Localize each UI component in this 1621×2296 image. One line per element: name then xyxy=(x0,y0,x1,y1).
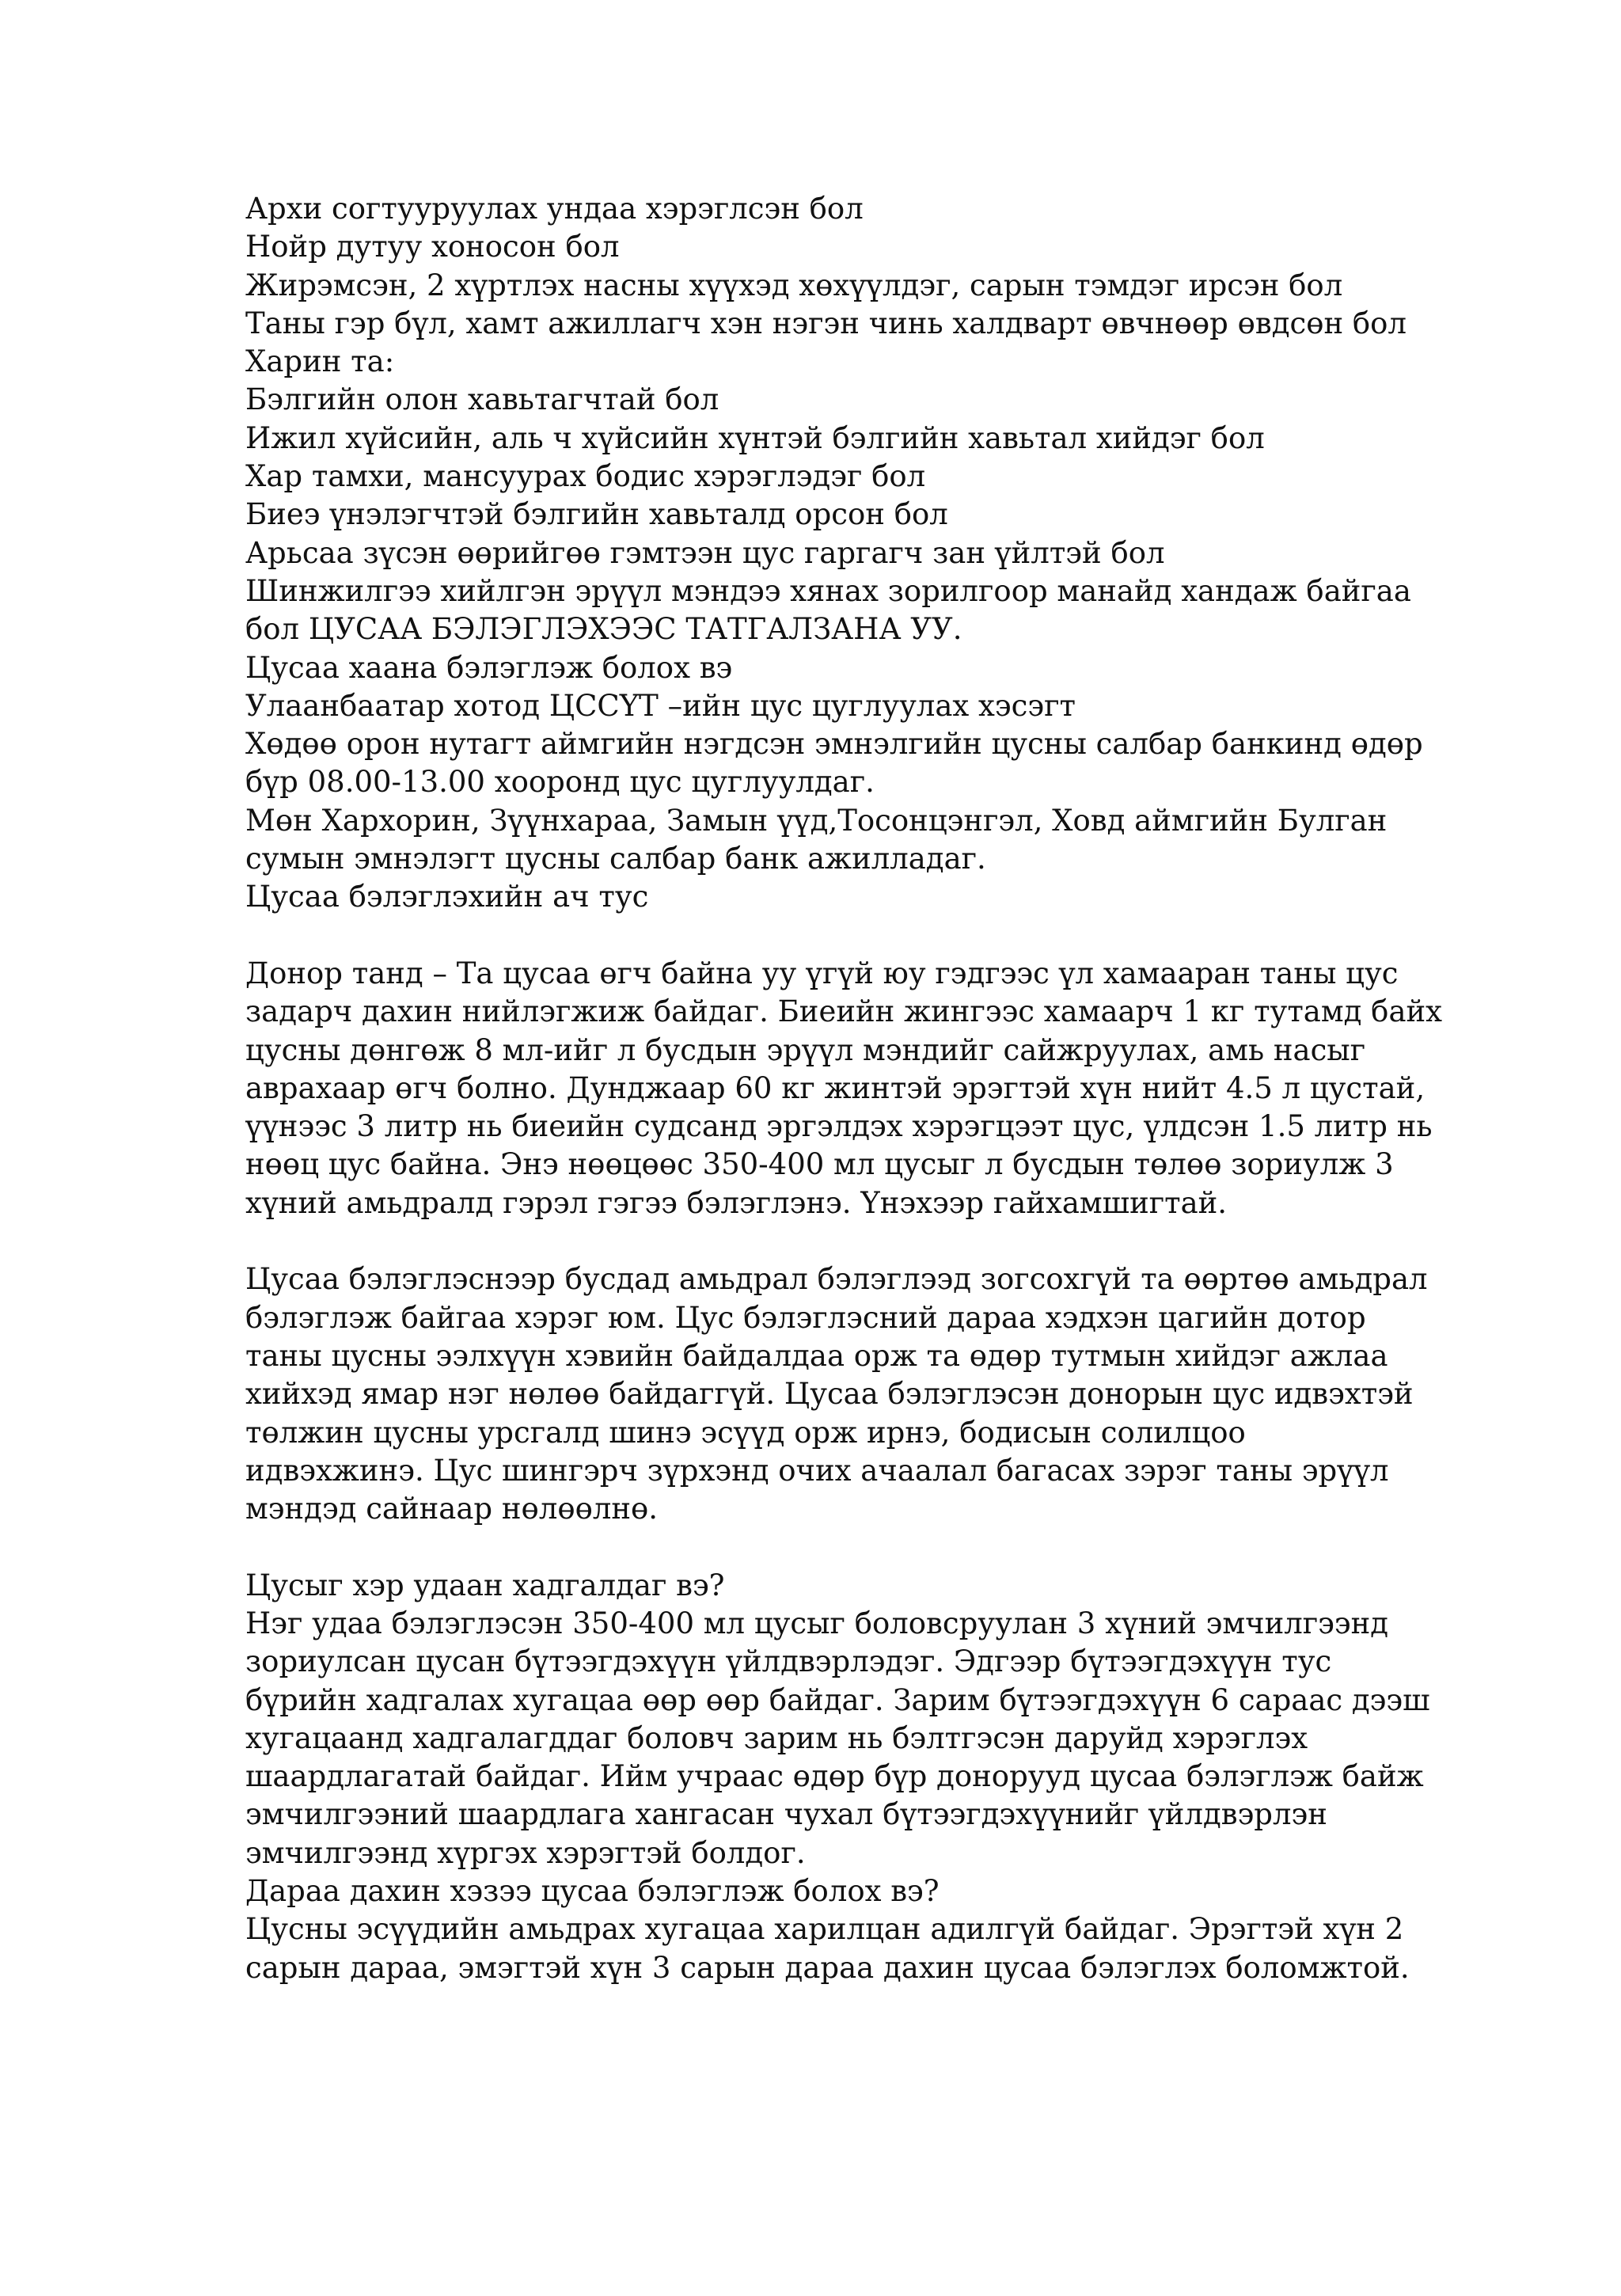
text-line: Цусаа хаана бэлэглэж болох вэ xyxy=(245,650,733,685)
text-line: зориулсан цусан бүтээгдэхүүн үйлдвэрлэдэг. Эдгээр бүтээгдэхүүн тус xyxy=(245,1644,1332,1679)
text-line: Архи согтууруулах ундаа хэрэглсэн бол xyxy=(245,192,864,226)
text-line: төлжин цусны урсгалд шинэ эсүүд орж ирнэ, бодисын солилцоо xyxy=(245,1415,1246,1450)
text-line: Арьсаа зүсэн өөрийгөө гэмтээн цус гаргагч зан үйлтэй бол xyxy=(245,535,1165,570)
text-line: нөөц цус байна. Энэ нөөцөөс 350-400 мл цусыг л бусдын төлөө зориулж 3 xyxy=(245,1147,1394,1182)
text-line: Цусны эсүүдийн амьдрах хугацаа харилцан адилгүй байдаг. Эрэгтэй хүн 2 xyxy=(245,1912,1404,1947)
document-page xyxy=(245,190,1443,1987)
text-line: Биеэ үнэлэгчтэй бэлгийн хавьталд орсон бол xyxy=(245,497,948,532)
text-line: Цусыг хэр удаан хадгалдаг вэ? xyxy=(245,1568,725,1602)
text-line: Мөн Хархорин, Зүүнхараа, Замын үүд,Тосонцэнгэл, Ховд аймгийн Булган xyxy=(245,803,1388,838)
text-line: Харин та: xyxy=(245,344,395,379)
text-line: Ижил хүйсийн, аль ч хүйсийн хүнтэй бэлгийн хавьтал хийдэг бол xyxy=(245,420,1265,455)
text-line: хугацаанд хадгалагддаг боловч зарим нь бэлтгэсэн даруйд хэрэглэх xyxy=(245,1720,1308,1755)
text-line: Бэлгийн олон хавьтагчтай бол xyxy=(245,382,719,417)
text-line: таны цусны ээлхүүн хэвийн байдалдаа орж та өдөр тутмын хийдэг ажлаа xyxy=(245,1338,1388,1373)
text-line: цусны дөнгөж 8 мл-ийг л бусдын эрүүл мэндийг сайжруулах, амь насыг xyxy=(245,1032,1366,1067)
blank-line xyxy=(245,1528,1393,1566)
text-line: бүрийн хадгалах хугацаа өөр өөр байдаг. Зарим бүтээгдэхүүн 6 сараас дээш xyxy=(245,1682,1430,1717)
text-line: сумын эмнэлэгт цусны салбар банк ажилладаг. xyxy=(245,842,986,876)
text-line: бүр 08.00-13.00 хооронд цус цуглуулдаг. xyxy=(245,765,875,800)
blank-line xyxy=(245,1222,1393,1260)
text-line: Таны гэр бүл, хамт ажиллагч хэн нэгэн чинь халдварт өвчнөөр өвдсөн бол xyxy=(245,306,1407,340)
text-line: идвэхжинэ. Цус шингэрч зүрхэнд очих ачаалал багасах зэрэг таны эрүүл xyxy=(245,1453,1389,1488)
text-line: эмчилгээний шаардлага хангасан чухал бүтээгдэхүүнийг үйлдвэрлэн xyxy=(245,1797,1327,1832)
text-line: үүнээс 3 литр нь биеийн судсанд эргэлдэх хэрэгцээт цус, үлдсэн 1.5 литр нь xyxy=(245,1109,1433,1144)
text-line: Хөдөө орон нутагт аймгийн нэгдсэн эмнэлгийн цусны салбар банкинд өдөр xyxy=(245,727,1423,762)
text-line: задарч дахин нийлэгжиж байдаг. Биеийн жингээс хамаарч 1 кг тутамд байх xyxy=(245,994,1443,1029)
text-line: сарын дараа, эмэгтэй хүн 3 сарын дараа дахин цусаа бэлэглэх боломжтой. xyxy=(245,1950,1410,1985)
text-line: шаардлагатай байдаг. Ийм учраас өдөр бүр донорууд цусаа бэлэглэж байж xyxy=(245,1759,1424,1794)
text-line: Нэг удаа бэлэглэсэн 350-400 мл цусыг боловсруулан 3 хүний эмчилгээнд xyxy=(245,1606,1389,1640)
text-line: бол ЦУСАА БЭЛЭГЛЭХЭЭС ТАТГАЛЗАНА УУ. xyxy=(245,612,962,647)
text-line: бэлэглэж байгаа хэрэг юм. Цус бэлэглэсний дараа хэдхэн цагийн дотор xyxy=(245,1300,1366,1335)
text-line: эмчилгээнд хүргэх хэрэгтэй болдог. xyxy=(245,1835,806,1870)
text-line: хүний амьдралд гэрэл гэгээ бэлэглэнэ. Үнэхээр гайхамшигтай. xyxy=(245,1185,1228,1220)
text-line: Дараа дахин хэзээ цусаа бэлэглэж болох вэ? xyxy=(245,1874,940,1909)
text-line: мэндэд сайнаар нөлөөлнө. xyxy=(245,1492,659,1526)
text-line: Цусаа бэлэглэснээр бусдад амьдрал бэлэглээд зогсохгүй та өөртөө амьдрал xyxy=(245,1262,1428,1297)
text-line: Донор танд – Та цусаа өгч байна уу үгүй юу гэдгээс үл хамааран таны цус xyxy=(245,956,1399,990)
text-line: Улаанбаатар хотод ЦССҮТ –ийн цус цуглуулах хэсэгт xyxy=(245,688,1076,723)
text-line: хийхэд ямар нэг нөлөө байдаггүй. Цусаа бэлэглэсэн донорын цус идвэхтэй xyxy=(245,1377,1414,1412)
text-line: Нойр дутуу хоносон бол xyxy=(245,230,620,264)
text-line: Жирэмсэн, 2 хүртлэх насны хүүхэд хөхүүлдэг, сарын тэмдэг ирсэн бол xyxy=(245,268,1343,302)
text-line: аврахаар өгч болно. Дунджаар 60 кг жинтэй эрэгтэй хүн нийт 4.5 л цустай, xyxy=(245,1070,1425,1105)
text-line: Шинжилгээ хийлгэн эрүүл мэндээ хянах зорилгоор манайд хандаж байгаа xyxy=(245,573,1411,608)
text-line: Цусаа бэлэглэхийн ач тус xyxy=(245,880,649,914)
text-line: Хар тамхи, мансуурах бодис хэрэглэдэг бол xyxy=(245,459,926,494)
blank-line xyxy=(245,917,1393,955)
